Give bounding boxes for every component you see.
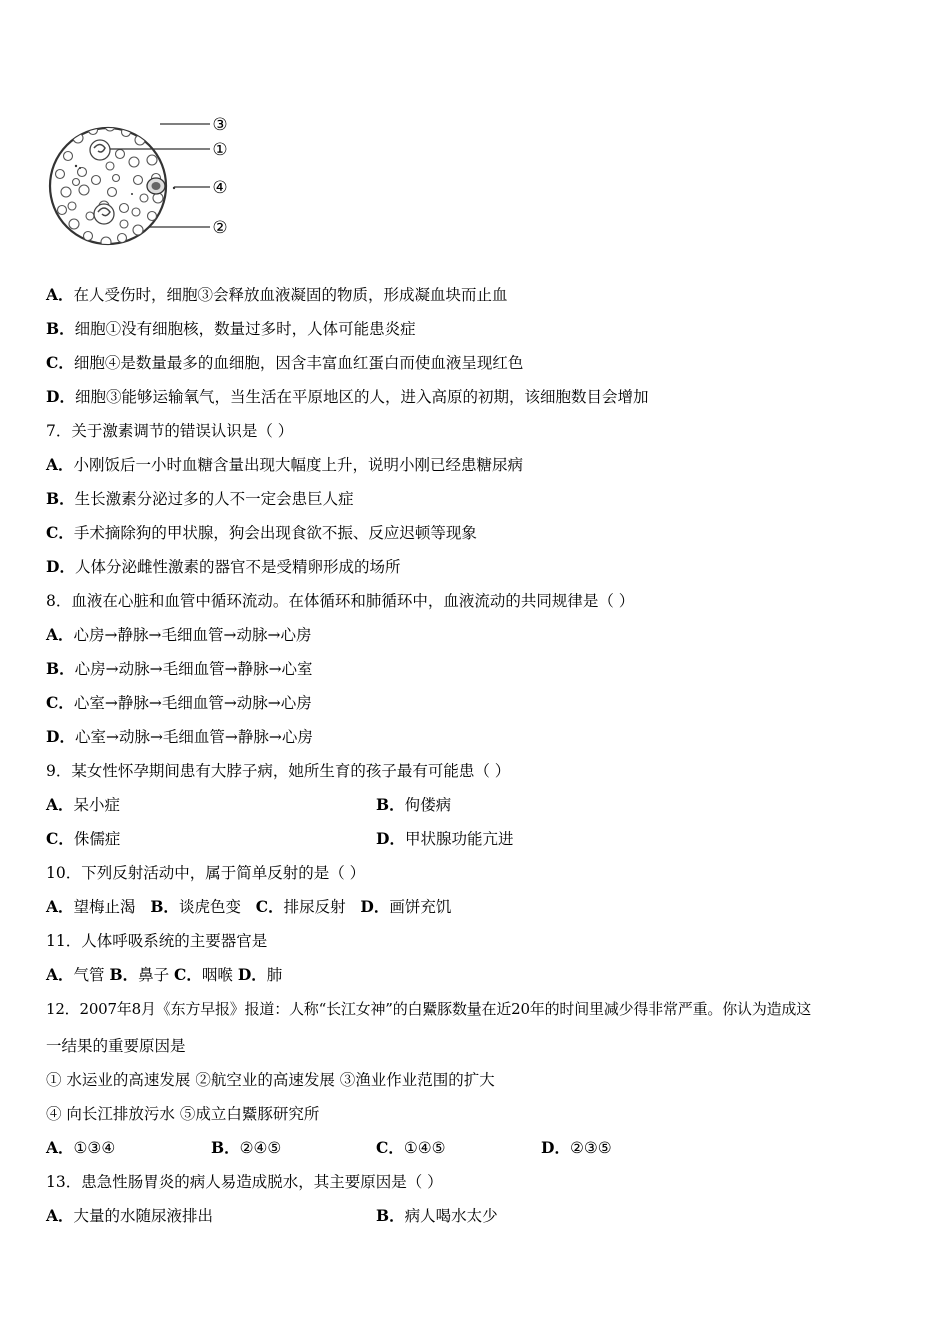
white-blood-cell-lower <box>94 204 114 224</box>
q9-stem: 9．某女性怀孕期间患有大脖子病，她所生育的孩子最有可能患（ ） <box>46 762 511 780</box>
q12-option-d[interactable]: D．②③⑤ <box>541 1138 612 1157</box>
q8-option-b[interactable]: B．心房→动脉→毛细血管→静脉→心室 <box>46 659 313 678</box>
q9-option-d[interactable]: D．甲状腺功能亢进 <box>376 829 514 848</box>
white-blood-cell-upper <box>90 140 110 160</box>
q8-option-c[interactable]: C．心室→静脉→毛细血管→动脉→心房 <box>46 693 312 712</box>
q13-stem: 13．患急性肠胃炎的病人易造成脱水，其主要原因是（ ） <box>46 1173 443 1191</box>
q12-stem-line1: 12．2007年8月《东方早报》报道：人称“长江女神”的白鱀豚数量在近20年的时间里减少得非常严重。你认为造成这 <box>46 1000 812 1018</box>
q13-option-a[interactable]: A．大量的水随尿液排出 <box>46 1206 214 1225</box>
q12-option-b[interactable]: B．②④⑤ <box>211 1138 282 1157</box>
q11-options <box>46 965 282 985</box>
blood-smear-diagram-icon <box>48 108 248 268</box>
q11-option-b[interactable]: B．鼻子 <box>109 965 170 984</box>
q6-option-d[interactable]: D．细胞③能够运输氧气，当生活在平原地区的人，进入高原的初期，该细胞数目会增加 <box>46 387 649 406</box>
q6-option-a[interactable]: A．在人受伤时，细胞③会释放血液凝固的物质，形成凝血块而止血 <box>46 285 508 304</box>
q7-option-b[interactable]: B．生长激素分泌过多的人不一定会患巨人症 <box>46 489 354 508</box>
q12-stem-line2: 一结果的重要原因是 <box>46 1037 186 1055</box>
q10-option-d[interactable]: D．画饼充饥 <box>360 897 452 916</box>
q9-option-c[interactable]: C．侏儒症 <box>46 829 121 848</box>
q12-option-a[interactable]: A．①③④ <box>46 1138 116 1157</box>
figure-label-1: ① <box>212 140 228 160</box>
q10-stem: 10．下列反射活动中，属于简单反射的是（ ） <box>46 864 366 882</box>
q10-option-b[interactable]: B．谈虎色变 <box>150 897 241 916</box>
q8-stem: 8．血液在心脏和血管中循环流动。在体循环和肺循环中，血液流动的共同规律是（ ） <box>46 592 635 610</box>
q7-stem: 7．关于激素调节的错误认识是（ ） <box>46 422 294 440</box>
q12-option-c[interactable]: C．①④⑤ <box>376 1138 446 1157</box>
q9-option-a[interactable]: A．呆小症 <box>46 795 121 814</box>
q8-option-a[interactable]: A．心房→静脉→毛细血管→动脉→心房 <box>46 625 312 644</box>
q10-option-a[interactable]: A．望梅止渴 <box>46 897 136 916</box>
q9-option-b[interactable]: B．佝偻病 <box>376 795 452 814</box>
figure-label-4: ④ <box>212 178 228 198</box>
q8-option-d[interactable]: D．心室→动脉→毛细血管→静脉→心房 <box>46 727 313 746</box>
q12-items-line2: ④ 向长江排放污水 ⑤成立白鱀豚研究所 <box>46 1105 320 1123</box>
q11-option-d[interactable]: D．肺 <box>237 965 283 984</box>
q10-options <box>46 897 451 917</box>
q6-option-c[interactable]: C．细胞④是数量最多的血细胞，因含丰富血红蛋白而使血液呈现红色 <box>46 353 524 372</box>
q11-stem: 11．人体呼吸系统的主要器官是 <box>46 932 268 950</box>
q13-option-b[interactable]: B．病人喝水太少 <box>376 1206 498 1225</box>
q7-option-c[interactable]: C．手术摘除狗的甲状腺，狗会出现食欲不振、反应迟顿等现象 <box>46 523 477 542</box>
q11-option-c[interactable]: C．咽喉 <box>174 965 233 984</box>
figure-label-3: ③ <box>212 115 228 135</box>
q12-items-line1: ① 水运业的高速发展 ②航空业的高速发展 ③渔业作业范围的扩大 <box>46 1071 495 1089</box>
q7-option-d[interactable]: D．人体分泌雌性激素的器官不是受精卵形成的场所 <box>46 557 401 576</box>
figure-label-2: ② <box>212 218 228 238</box>
q6-option-b[interactable]: B．细胞①没有细胞核，数量过多时，人体可能患炎症 <box>46 319 416 338</box>
q7-option-a[interactable]: A．小刚饭后一小时血糖含量出现大幅度上升，说明小刚已经患糖尿病 <box>46 455 524 474</box>
q10-option-c[interactable]: C．排尿反射 <box>255 897 346 916</box>
q11-option-a[interactable]: A．气管 <box>46 965 105 984</box>
